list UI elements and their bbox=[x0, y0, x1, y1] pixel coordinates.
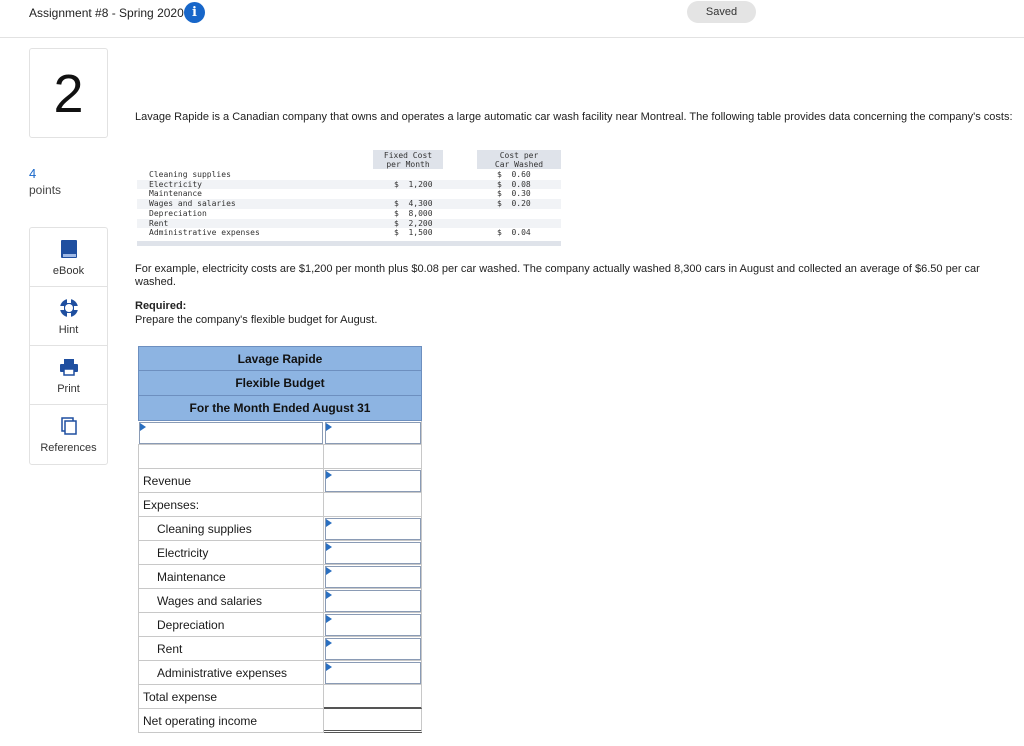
cost-row-fixed: $ 4,300 bbox=[394, 199, 433, 209]
depreciation-input[interactable] bbox=[325, 614, 421, 636]
dropdown-marker-icon bbox=[326, 639, 332, 647]
budget-company-name: Lavage Rapide bbox=[138, 346, 422, 371]
references-icon bbox=[30, 416, 107, 436]
budget-blank-row bbox=[138, 445, 422, 469]
required-text: Prepare the company's flexible budget for August. bbox=[135, 314, 378, 326]
book-icon bbox=[30, 239, 107, 259]
cost-row bbox=[137, 170, 561, 180]
cost-row bbox=[137, 189, 561, 199]
budget-period: For the Month Ended August 31 bbox=[138, 396, 422, 421]
cost-row bbox=[137, 219, 561, 229]
dropdown-marker-icon bbox=[326, 615, 332, 623]
dropdown-marker-icon bbox=[326, 471, 332, 479]
dropdown-marker-icon bbox=[326, 519, 332, 527]
expense-label: Administrative expenses bbox=[138, 661, 324, 685]
dropdown-marker-icon bbox=[326, 663, 332, 671]
cost-row bbox=[137, 180, 561, 190]
blank-value-cell bbox=[324, 445, 422, 469]
dropdown-marker-icon bbox=[326, 423, 332, 431]
required-label: Required: bbox=[135, 300, 187, 312]
revenue-label: Revenue bbox=[138, 469, 324, 493]
expense-value-cell bbox=[324, 565, 422, 589]
fixed-cost-header-line2: per Month bbox=[386, 160, 430, 169]
info-icon[interactable]: i bbox=[184, 2, 205, 23]
cost-row-label: Depreciation bbox=[149, 208, 207, 218]
expense-value-cell bbox=[324, 517, 422, 541]
top-bar bbox=[0, 0, 1024, 38]
expenses-value-cell bbox=[324, 493, 422, 517]
wages-input[interactable] bbox=[325, 590, 421, 612]
administrative-input[interactable] bbox=[325, 662, 421, 684]
cost-row bbox=[137, 199, 561, 209]
cost-row-variable: $ 0.30 bbox=[497, 189, 531, 199]
expense-row-rent bbox=[138, 637, 422, 661]
cost-row-fixed: $ 1,200 bbox=[394, 179, 433, 189]
expense-label: Depreciation bbox=[138, 613, 324, 637]
tools-panel bbox=[29, 227, 108, 465]
expense-row-wages bbox=[138, 589, 422, 613]
expenses-label: Expenses: bbox=[138, 493, 324, 517]
problem-intro: Lavage Rapide is a Canadian company that owns and operates a large automatic car wash facility near Montreal. The following table provides data concerning the company's costs: bbox=[135, 111, 1013, 123]
expense-value-cell bbox=[324, 637, 422, 661]
expense-label: Rent bbox=[138, 637, 324, 661]
expense-label: Wages and salaries bbox=[138, 589, 324, 613]
flexible-budget-table bbox=[138, 346, 422, 733]
references-button[interactable] bbox=[30, 405, 107, 464]
expense-row-cleaning-supplies bbox=[138, 517, 422, 541]
cost-row-label: Maintenance bbox=[149, 189, 202, 199]
header-label-cell bbox=[138, 421, 324, 445]
variable-cost-header-line1: Cost per bbox=[499, 151, 539, 160]
cost-table-bottom-bar bbox=[137, 241, 561, 246]
variable-cost-header-line2: Car Washed bbox=[494, 160, 544, 169]
cost-row-variable: $ 0.20 bbox=[497, 199, 531, 209]
expense-row-maintenance bbox=[138, 565, 422, 589]
total-expense-row bbox=[138, 685, 422, 709]
question-number: 2 bbox=[29, 48, 108, 138]
expense-label: Cleaning supplies bbox=[138, 517, 324, 541]
expense-value-cell bbox=[324, 589, 422, 613]
expense-label: Maintenance bbox=[138, 565, 324, 589]
cost-row-label: Wages and salaries bbox=[149, 199, 236, 209]
cost-row-fixed: $ 8,000 bbox=[394, 208, 433, 218]
expense-row-depreciation bbox=[138, 613, 422, 637]
example-text: For example, electricity costs are $1,200 per month plus $0.08 per car washed. The company actually washed 8,300 cars in August and collected an average of $6.50 per car washed. bbox=[135, 263, 980, 288]
expense-label: Electricity bbox=[138, 541, 324, 565]
dropdown-marker-icon bbox=[140, 423, 146, 431]
dropdown-marker-icon bbox=[326, 543, 332, 551]
expense-row-administrative bbox=[138, 661, 422, 685]
hint-icon bbox=[30, 298, 107, 318]
cost-row-variable: $ 0.08 bbox=[497, 179, 531, 189]
expense-row-electricity bbox=[138, 541, 422, 565]
net-operating-income-row bbox=[138, 709, 422, 733]
activity-value-input[interactable] bbox=[325, 422, 421, 444]
total-expense-value bbox=[324, 685, 422, 709]
cost-row-label: Electricity bbox=[149, 179, 202, 189]
net-operating-income-label: Net operating income bbox=[138, 709, 324, 733]
hint-button[interactable] bbox=[30, 287, 107, 346]
maintenance-input[interactable] bbox=[325, 566, 421, 588]
expense-value-cell bbox=[324, 661, 422, 685]
cost-row-label: Cleaning supplies bbox=[149, 170, 231, 179]
printer-icon bbox=[30, 357, 107, 377]
points-value: 4 bbox=[29, 166, 37, 181]
references-label: References bbox=[40, 442, 97, 454]
revenue-value-cell bbox=[324, 469, 422, 493]
ebook-label: eBook bbox=[52, 265, 85, 277]
dropdown-marker-icon bbox=[326, 591, 332, 599]
fixed-cost-header-line1: Fixed Cost bbox=[383, 151, 433, 160]
revenue-row bbox=[138, 469, 422, 493]
saved-status-badge: Saved bbox=[687, 1, 756, 23]
cost-row-variable: $ 0.60 bbox=[497, 170, 531, 179]
activity-label-input[interactable] bbox=[139, 422, 323, 444]
budget-header-input-row bbox=[138, 421, 422, 445]
points-label: points bbox=[29, 183, 62, 197]
dropdown-marker-icon bbox=[326, 567, 332, 575]
revenue-input[interactable] bbox=[325, 470, 421, 492]
cost-row bbox=[137, 209, 561, 219]
expense-value-cell bbox=[324, 613, 422, 637]
fixed-cost-header bbox=[373, 150, 443, 169]
cost-row bbox=[137, 228, 561, 238]
cost-row-fixed: $ 1,500 bbox=[394, 228, 433, 238]
ebook-button[interactable] bbox=[30, 228, 107, 287]
blank-label-cell bbox=[138, 445, 324, 469]
cost-row-label: Rent bbox=[149, 218, 169, 228]
expenses-header-row bbox=[138, 493, 422, 517]
budget-subtitle: Flexible Budget bbox=[138, 371, 422, 396]
assignment-title: Assignment #8 - Spring 2020 bbox=[29, 6, 184, 20]
hint-label: Hint bbox=[58, 324, 79, 336]
total-expense-label: Total expense bbox=[138, 685, 324, 709]
cost-row-label: Administrative expenses bbox=[149, 228, 260, 238]
expense-value-cell bbox=[324, 541, 422, 565]
net-operating-income-value bbox=[324, 709, 422, 733]
variable-cost-header bbox=[477, 150, 561, 169]
cost-row-variable: $ 0.04 bbox=[497, 228, 531, 238]
cleaning-supplies-input[interactable] bbox=[325, 518, 421, 540]
print-button[interactable] bbox=[30, 346, 107, 405]
rent-input[interactable] bbox=[325, 638, 421, 660]
cost-row-fixed: $ 2,200 bbox=[394, 218, 433, 228]
print-label: Print bbox=[57, 383, 80, 395]
electricity-input[interactable] bbox=[325, 542, 421, 564]
header-value-cell bbox=[324, 421, 422, 445]
